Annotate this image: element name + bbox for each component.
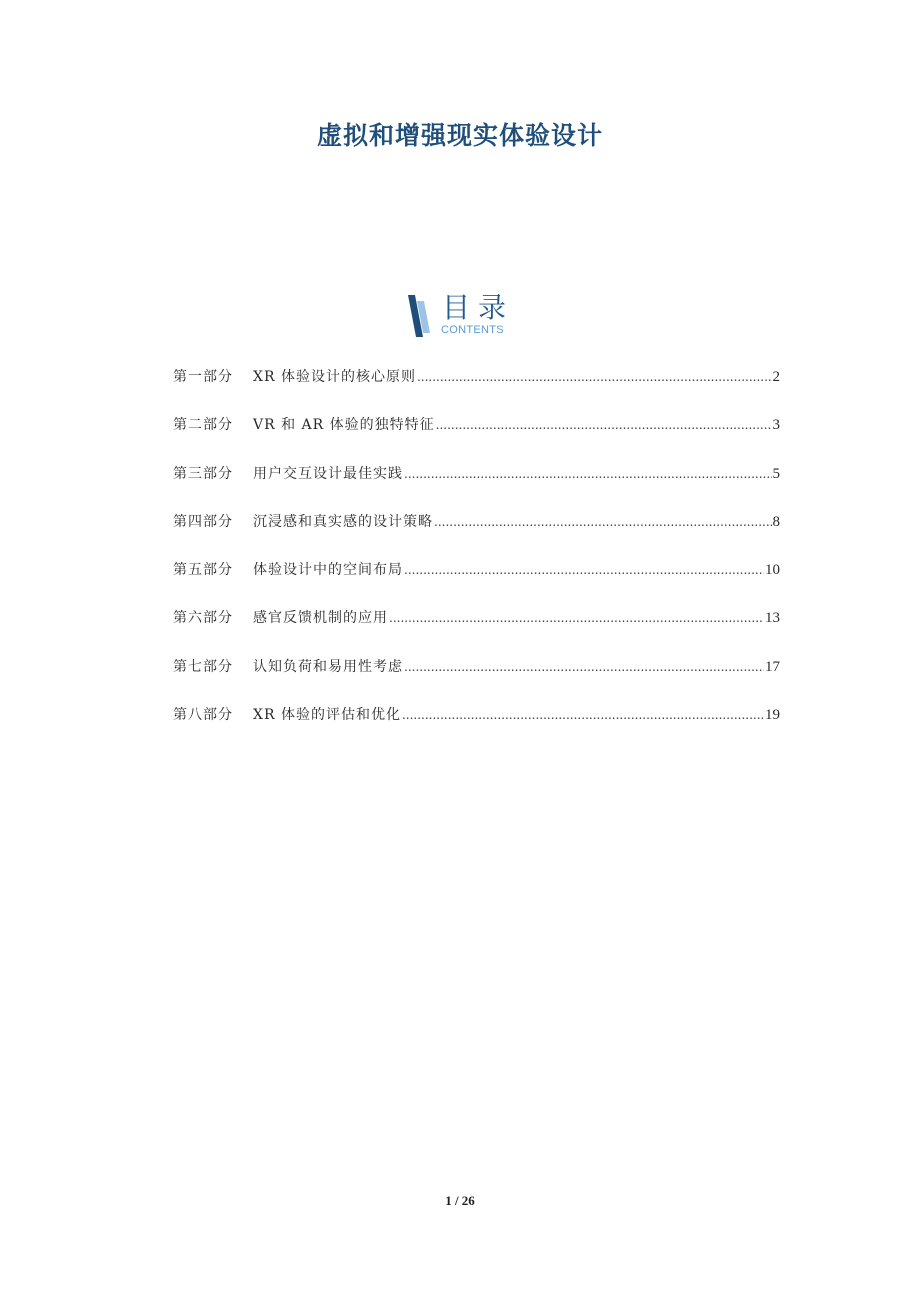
toc-entry-title: 沉浸感和真实感的设计策略 bbox=[253, 513, 433, 530]
toc-entry[interactable] bbox=[173, 414, 780, 462]
toc-dot-leader bbox=[404, 463, 772, 485]
toc-heading: 目录 bbox=[442, 291, 515, 324]
toc-entry-title: 感官反馈机制的应用 bbox=[253, 610, 388, 627]
toc-dot-leader bbox=[402, 704, 764, 726]
toc-entry-page: 3 bbox=[772, 417, 780, 434]
toc-entry[interactable] bbox=[173, 704, 780, 752]
toc-entry-part: 第二部分 bbox=[173, 417, 233, 434]
toc-entry[interactable] bbox=[173, 656, 780, 704]
toc-entry-title: 认知负荷和易用性考虑 bbox=[253, 658, 403, 675]
toc-entry-title: VR 和 AR 体验的独特特征 bbox=[253, 417, 435, 434]
toc-entry[interactable] bbox=[173, 559, 780, 607]
toc-entry-page: 13 bbox=[765, 610, 780, 627]
toc-subheading: CONTENTS bbox=[441, 324, 504, 336]
toc-entry-page: 10 bbox=[765, 562, 780, 579]
toc-entry-page: 2 bbox=[772, 369, 780, 385]
toc-dot-leader bbox=[404, 656, 764, 678]
toc-entry-part: 第八部分 bbox=[173, 707, 233, 724]
toc-entry-part: 第三部分 bbox=[173, 465, 233, 482]
toc-entry-page: 19 bbox=[765, 707, 780, 724]
book-spine-icon bbox=[406, 295, 432, 337]
toc-entry-page: 8 bbox=[772, 513, 780, 530]
toc-dot-leader bbox=[434, 511, 772, 533]
toc-entry-part: 第一部分 bbox=[173, 369, 233, 385]
toc-dot-leader bbox=[404, 559, 764, 581]
toc-entry[interactable] bbox=[173, 463, 780, 511]
toc-dot-leader bbox=[417, 366, 772, 388]
toc-entry-part: 第五部分 bbox=[173, 562, 233, 579]
page-number: 1 / 26 bbox=[445, 1193, 475, 1208]
toc-entry-title: 用户交互设计最佳实践 bbox=[253, 465, 403, 482]
toc-entry-part: 第六部分 bbox=[173, 610, 233, 627]
toc-entry-title: XR 体验的评估和优化 bbox=[253, 707, 401, 724]
toc-entry[interactable] bbox=[173, 511, 780, 559]
toc-list bbox=[173, 366, 780, 752]
toc-header bbox=[406, 293, 526, 339]
toc-dot-leader bbox=[436, 414, 772, 436]
toc-dot-leader bbox=[389, 607, 764, 629]
toc-entry-title: 体验设计中的空间布局 bbox=[253, 562, 403, 579]
toc-entry-title: XR 体验设计的核心原则 bbox=[253, 369, 416, 385]
toc-entry-part: 第七部分 bbox=[173, 658, 233, 675]
toc-entry-part: 第四部分 bbox=[173, 513, 233, 530]
toc-entry[interactable] bbox=[173, 366, 780, 414]
toc-entry-page: 17 bbox=[765, 658, 780, 675]
document-title: 虚拟和增强现实体验设计 bbox=[316, 121, 603, 150]
toc-entry[interactable] bbox=[173, 607, 780, 655]
toc-entry-page: 5 bbox=[772, 465, 780, 482]
